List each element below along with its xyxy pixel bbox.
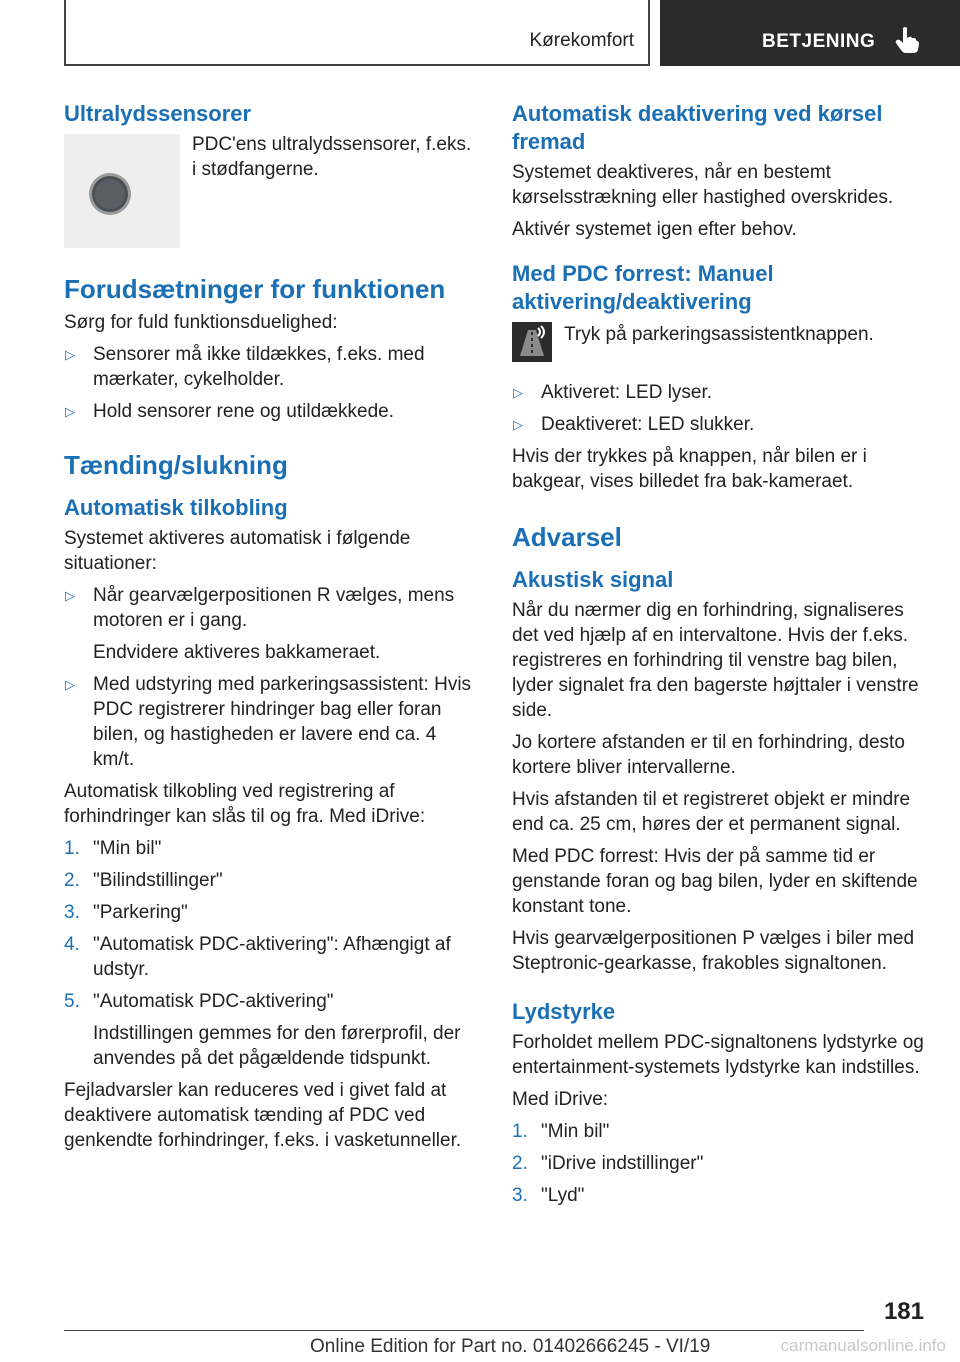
list-item: 3. "Parkering" <box>64 902 188 923</box>
section-tab <box>64 0 650 66</box>
list-item: ▷ Med udstyring med parkeringsassistent: Hvis PDC registrerer hindringer bag eller foran bilen, og hastigheden er lavere end ca. 4 km/t. <box>65 674 472 770</box>
volume-p1: Forholdet mellem PDC-signaltonens lydstyrke og entertainment-systemets lydstyrke kan indstilles. <box>512 1032 924 1078</box>
auto-intro: Systemet aktiveres automatisk i følgende situationer: <box>64 528 411 574</box>
acoustic-p2: Jo kortere afstanden er til en forhindring, desto kortere bliver intervallerne. <box>512 732 905 778</box>
acoustic-p1: Når du nærmer dig en forhindring, signaliseres det ved hjælp af en intervaltone. Hvis der f.eks. registreres en forhindring til venstre bag bilen, lyder signalet fra den bagerste højttaler i venstre side. <box>512 600 919 721</box>
section-label: Kørekomfort <box>529 30 634 51</box>
pointing-hand-icon <box>894 26 920 54</box>
ultrasonic-heading: Ultralydssensorer <box>64 101 252 126</box>
triangle-bullet-icon: ▷ <box>65 588 75 603</box>
list-item: ▷ Deaktiveret: LED slukker. <box>513 414 755 435</box>
acoustic-p4: Med PDC forrest: Hvis der på samme tid er genstande foran og bag bilen, lyder en skiftende konstant tone. <box>512 846 918 917</box>
manual-para: Hvis der trykkes på knappen, når bilen er i bakgear, vises billedet fra bak-kameraet. <box>512 446 867 492</box>
sensor-image <box>64 134 180 248</box>
manual-heading: Med PDC forrest: Manuel aktivering/deaktivering <box>512 261 774 314</box>
volume-steps <box>512 1119 924 1208</box>
warning-heading: Advarsel <box>512 522 622 552</box>
onoff-heading: Tænding/slukning <box>64 450 288 480</box>
edition-text: Online Edition for Part no. 01402666245 - VI/19 <box>310 1336 711 1357</box>
pdc-button-block <box>512 322 924 366</box>
volume-heading: Lydstyrke <box>512 999 616 1024</box>
list-item: 2. "iDrive indstillinger" <box>512 1153 704 1174</box>
triangle-bullet-icon: ▷ <box>65 677 75 692</box>
triangle-bullet-icon: ▷ <box>513 385 523 400</box>
triangle-bullet-icon: ▷ <box>65 404 75 419</box>
footer-divider <box>64 1330 864 1331</box>
left-column <box>64 100 476 1160</box>
acoustic-heading: Akustisk signal <box>512 567 674 592</box>
ultrasonic-block <box>64 132 476 250</box>
auto-heading: Automatisk tilkobling <box>64 495 288 520</box>
triangle-bullet-icon: ▷ <box>513 417 523 432</box>
chapter-label: BETJENING <box>762 31 876 52</box>
auto-list <box>64 583 476 772</box>
list-item: 2. "Bilindstillinger" <box>64 870 223 891</box>
auto-footnote: Fejladvarsler kan reduceres ved i givet fald at deaktivere automatisk tænding af PDC ved genkendte forhindringer, f.eks. i vasketunneller. <box>64 1080 462 1151</box>
acoustic-p5: Hvis gearvælgerpositionen P vælges i biler med Steptronic-gearkasse, frakobles signaltonen. <box>512 928 915 974</box>
autodeact-p1: Systemet deaktiveres, når en bestemt kørselsstrækning eller hastighed overskrides. <box>512 162 894 208</box>
list-item: ▷ Når gearvælgerpositionen R vælges, mens motoren er i gang. Endvidere aktiveres bakkameraet. <box>65 585 455 663</box>
page-header <box>64 0 960 66</box>
watermark: carmanualsonline.info <box>780 1336 946 1355</box>
right-column <box>512 100 924 1215</box>
list-item: 1. "Min bil" <box>64 838 162 859</box>
chapter-tab <box>660 0 960 66</box>
ultrasonic-text: PDC'ens ultralydssensorer, f.eks. i stødfangerne. <box>192 134 472 180</box>
list-item: 5. "Automatisk PDC-aktivering" Indstillingen gemmes for den førerprofil, der anvendes på det pågældende tidspunkt. <box>64 991 461 1069</box>
triangle-bullet-icon: ▷ <box>65 347 75 362</box>
volume-p2: Med iDrive: <box>512 1089 609 1110</box>
parking-assist-button-icon <box>512 322 552 362</box>
prereq-list <box>64 342 476 424</box>
page-number: 181 <box>883 1298 924 1325</box>
list-item: ▷ Sensorer må ikke tildækkes, f.eks. med mærkater, cykelholder. <box>65 344 425 390</box>
list-item: 4. "Automatisk PDC-aktivering": Afhængigt af udstyr. <box>64 934 451 980</box>
autodeact-p2: Aktivér systemet igen efter behov. <box>512 219 797 240</box>
manual-list <box>512 380 924 437</box>
list-item: 3. "Lyd" <box>512 1185 585 1206</box>
prereq-heading: Forudsætninger for funktionen <box>64 274 446 304</box>
list-item: ▷ Aktiveret: LED lyser. <box>513 382 713 403</box>
pdc-button-text: Tryk på parkeringsassistentknappen. <box>564 324 874 345</box>
prereq-intro: Sørg for fuld funktionsduelighed: <box>64 312 338 333</box>
autodeact-heading: Automatisk deaktivering ved kørsel fremad <box>512 101 883 154</box>
list-item: 1. "Min bil" <box>512 1121 610 1142</box>
auto-steps <box>64 836 476 1071</box>
list-item: ▷ Hold sensorer rene og utildækkede. <box>65 401 395 422</box>
ultrasonic-sensor-icon <box>64 134 180 248</box>
auto-para: Automatisk tilkobling ved registrering af forhindringer kan slås til og fra. Med iDrive: <box>64 781 426 827</box>
acoustic-p3: Hvis afstanden til et registreret objekt er mindre end ca. 25 cm, høres der et permanent signal. <box>512 789 911 835</box>
